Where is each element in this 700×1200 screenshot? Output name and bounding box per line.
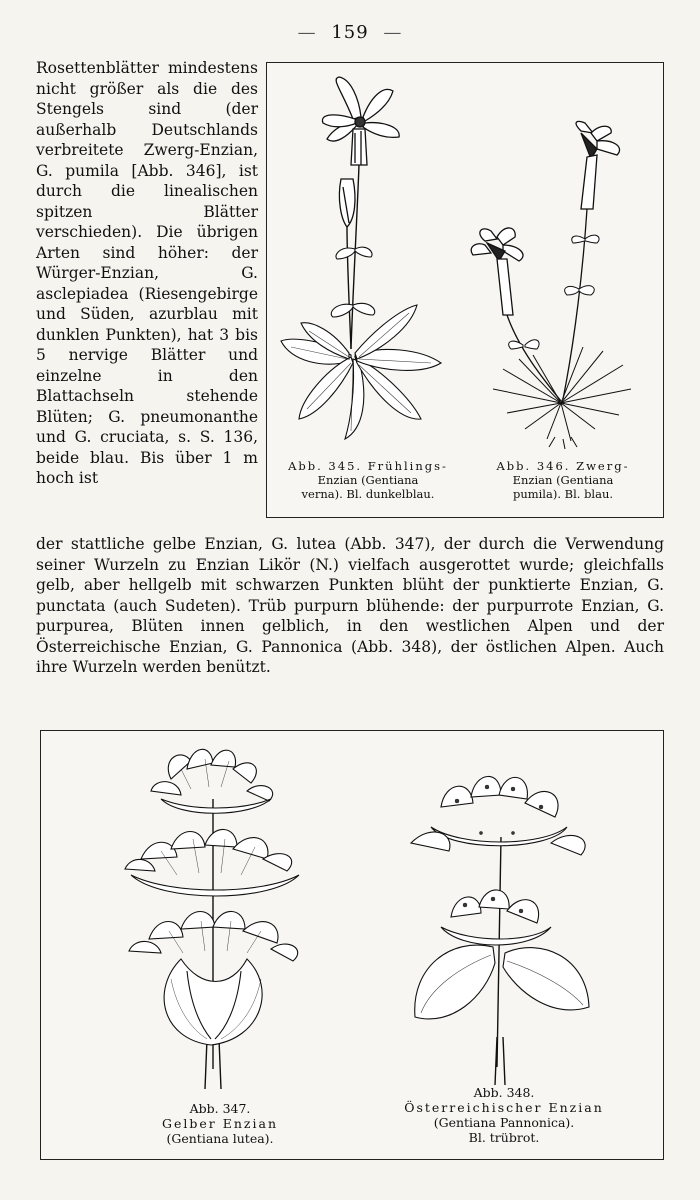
page-number-value: 159	[331, 22, 369, 43]
gentiana-verna-illustration	[271, 69, 461, 449]
caption-abb-348-line2: Österreichischer Enzian	[404, 1100, 604, 1115]
caption-abb-345	[273, 459, 463, 501]
caption-abb-346	[473, 459, 653, 501]
side-paragraph: Rosettenblätter mindestens nicht größer als die des Stengels sind (der außerhalb Deutschlands verbreitete Zwerg-Enzian, G. pumila [Abb. 346], ist durch die linealischen spitzen Blätter verschieden). Die übrigen Arten sind höher: der Würger-Enzian, G. asclepiadea (Riesengebirge und Süden, azurblau mit dunklen Punkten), hat 3 bis 5 nervige Blätter und einzelne in den Blattachseln stehende Blüten; G. pneumonanthe und G. cruciata, s. S. 136, beide blau. Bis über 1 m hoch ist	[36, 59, 258, 487]
caption-abb-348-line1: Abb. 348.	[473, 1085, 535, 1100]
full-width-text	[36, 534, 664, 678]
caption-abb-347-line3: (Gentiana lutea).	[166, 1131, 274, 1146]
figure-box-top	[266, 62, 664, 518]
caption-abb-345-line2: Enzian (Gentiana	[317, 473, 419, 487]
figure-box-bottom	[40, 730, 664, 1160]
page-number-dash-right: —	[383, 22, 403, 43]
caption-abb-347	[125, 1101, 315, 1146]
side-column-text	[36, 58, 258, 489]
gentiana-pumila-illustration	[463, 119, 659, 449]
gentiana-lutea-illustration	[121, 739, 311, 1091]
caption-abb-346-line1: Abb. 346. Zwerg-	[496, 459, 630, 473]
page-number-dash-left: —	[297, 22, 317, 43]
caption-abb-346-line2: Enzian (Gentiana	[512, 473, 614, 487]
page-number	[0, 22, 700, 43]
caption-abb-345-line1: Abb. 345. Frühlings-	[288, 459, 448, 473]
caption-abb-345-line3: verna). Bl. dunkelblau.	[301, 487, 435, 501]
caption-abb-348-line4: Bl. trübrot.	[468, 1130, 540, 1145]
gentiana-pannonica-illustration	[401, 767, 601, 1087]
caption-abb-346-line3: pumila). Bl. blau.	[512, 487, 614, 501]
caption-abb-348	[379, 1085, 629, 1145]
caption-abb-347-line1: Abb. 347.	[189, 1101, 251, 1116]
caption-abb-348-line3: (Gentiana Pannonica).	[433, 1115, 575, 1130]
caption-abb-347-line2: Gelber Enzian	[162, 1116, 278, 1131]
full-paragraph: der stattliche gelbe Enzian, G. lutea (Abb. 347), der durch die Verwendung seiner Wurzeln zu Enzian Likör (N.) vielfach ausgerottet wurde; gleichfalls gelb, aber hellgelb mit schwarzen Punkten blüht der punktierte Enzian, G. punctata (auch Sudeten). Trüb purpurn blühende: der purpurrote Enzian, G. purpurea, Blüten innen gelblich, in den westlichen Alpen und der Österreichische Enzian, G. Pannonica (Abb. 348), der östlichen Alpen. Auch ihre Wurzeln werden benützt.	[36, 535, 664, 676]
